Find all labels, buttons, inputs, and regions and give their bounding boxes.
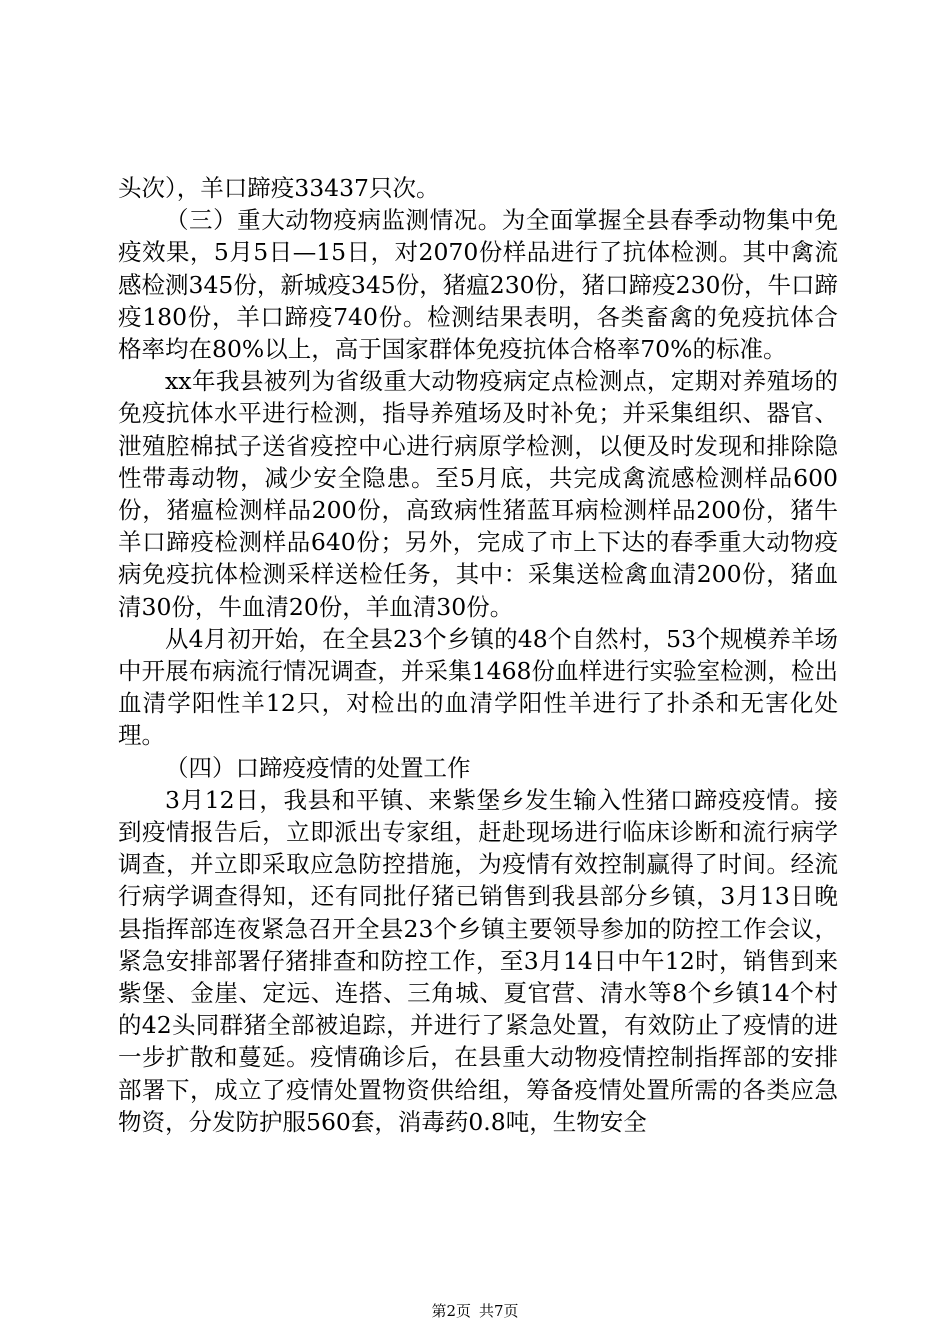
section-heading-4: （四）口蹄疫疫情的处置工作 (165, 753, 471, 782)
paragraph-1: 头次），羊口蹄疫33437只次。 (118, 174, 440, 202)
page-number: 第2页 (431, 1302, 471, 1320)
paragraph-6: 3月12日，我县和平镇、来紫堡乡发生输入性猪口蹄疫疫情。接到疫情报告后，立即派出专家组，赶赴现场进行临床诊断和流行病学调查，并立即采取应急防控措施，为疫情有效控制赢得了时间。经流行病学调查得知，还有同批仔猪已销售到我县部分乡镇，3月13日晚县指挥部连夜紧急召开全县23个乡镇主要领导参加的防控工作会议，紧急安排部署仔猪排查和防控工作，至3月14日中午12时，销售到来紫堡、金崖、定远、连搭、三角城、夏官营、清水等8个乡镇14个村的42头同群猪全部被追踪，并进行了紧急处置，有效防止了疫情的进一步扩散和蔓延。疫情确诊后，在县重大动物疫情控制指挥部的安排部署下，成立了疫情处置物资供给组，筹备疫情处置所需的各类应急物资，分发防护服560套，消毒药0.8吨，生物安全 (118, 785, 838, 1136)
document-body (118, 172, 838, 1138)
page-footer (0, 1300, 950, 1321)
page-total: 共7页 (479, 1302, 519, 1320)
paragraph-4: 从4月初开始，在全县23个乡镇的48个自然村，53个规模养羊场中开展布病流行情况调查，并采集1468份血样进行实验室检测，检出血清学阳性羊12只，对检出的血清学阳性羊进行了扑杀和无害化处理。 (118, 624, 838, 750)
paragraph-2: （三）重大动物疫病监测情况。为全面掌握全县春季动物集中免疫效果，5月5日—15日，对2070份样品进行了抗体检测。其中禽流感检测345份，新城疫345份，猪瘟230份，猪口蹄疫230份，牛口蹄疫180份，羊口蹄疫740份。检测结果表明，各类畜禽的免疫抗体合格率均在80%以上，高于国家群体免疫抗体合格率70%的标准。 (118, 206, 838, 364)
paragraph-3: xx年我县被列为省级重大动物疫病定点检测点，定期对养殖场的免疫抗体水平进行检测，指导养殖场及时补免；并采集组织、器官、泄殖腔棉拭子送省疫控中心进行病原学检测，以便及时发现和排除隐性带毒动物，减少安全隐患。至5月底，共完成禽流感检测样品600份，猪瘟检测样品200份，高致病性猪蓝耳病检测样品200份，猪牛羊口蹄疫检测样品640份；另外，完成了市上下达的春季重大动物疫病免疫抗体检测采样送检任务，其中：采集送检禽血清200份，猪血清30份，牛血清20份，羊血清30份。 (118, 367, 838, 621)
